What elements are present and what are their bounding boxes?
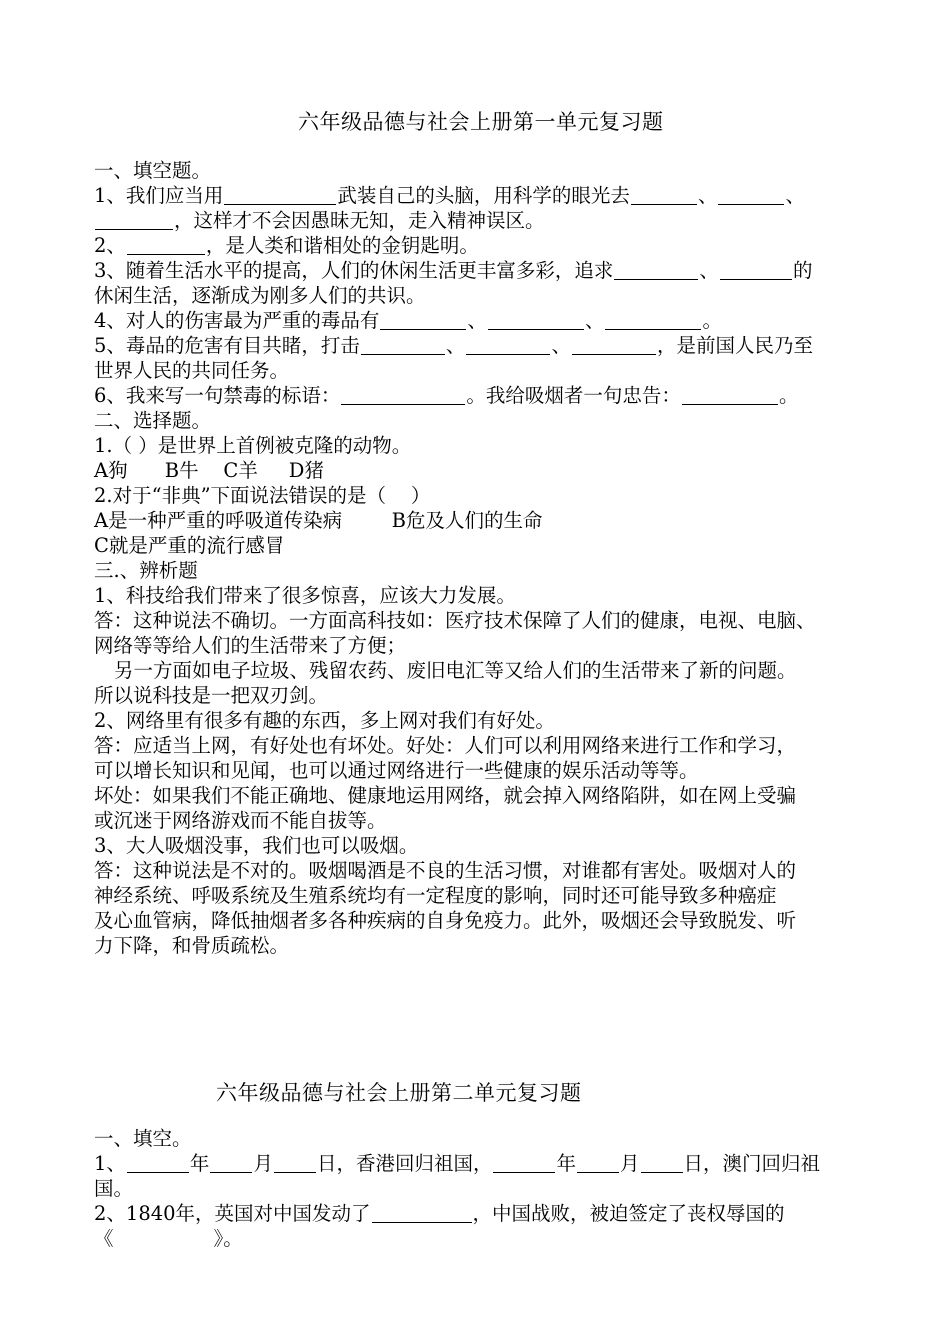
analysis-answer-1-line4: 所以说科技是一把双刃剑。: [94, 684, 329, 707]
unit1-question-5-line1: 5、毒品的危害有目共睹，打击 、 、 ，是前国人民乃至: [94, 334, 813, 357]
blank-field[interactable]: [210, 1153, 252, 1173]
choice-question-2: 2.对于“非典”下面说法错误的是（ ）: [94, 484, 431, 507]
blank-field[interactable]: [614, 260, 698, 280]
unit1-question-5-line2: 世界人民的共同任务。: [94, 359, 290, 382]
blank-field[interactable]: [631, 185, 697, 205]
choice-question-2-option-c: C就是严重的流行感冒: [94, 534, 285, 557]
blank-field[interactable]: [127, 1153, 189, 1173]
blank-field[interactable]: [372, 1203, 472, 1223]
analysis-answer-1-line1: 答：这种说法不确切。一方面高科技如：医疗技术保障了人们的健康，电视、电脑、: [94, 609, 816, 632]
choice-question-1: 1.（ ）是世界上首例被克隆的动物。: [94, 434, 412, 457]
blank-field[interactable]: [341, 385, 465, 405]
blank-field[interactable]: [224, 185, 336, 205]
unit1-question-1-line1: 1、我们应当用 武装自己的头脑，用科学的眼光去 、 、: [94, 184, 805, 207]
unit1-section-choice: 二、选择题。: [94, 409, 212, 432]
analysis-answer-1-line3: 另一方面如电子垃圾、残留农药、废旧电汇等又给人们的生活带来了新的问题。: [114, 659, 797, 682]
unit2-title: 六年级品德与社会上册第二单元复习题: [216, 1081, 582, 1105]
blank-field[interactable]: [605, 310, 701, 330]
blank-field[interactable]: [577, 1153, 619, 1173]
analysis-answer-2-line3: 坏处：如果我们不能正确地、健康地运用网络，就会掉入网络陷阱，如在网上受骗: [94, 784, 797, 807]
blank-field[interactable]: [488, 310, 584, 330]
choice-question-1-options: A狗 B牛 C羊 D猪: [94, 459, 324, 482]
blank-field[interactable]: [466, 335, 550, 355]
unit2-question-1-line1: 1、 年 月 日，香港回归祖国， 年 月 日，澳门回归祖: [94, 1152, 821, 1175]
unit2-body: [94, 1126, 884, 1251]
blank-field[interactable]: [682, 385, 778, 405]
unit1-question-1-line2: ，这样才不会因愚昧无知，走入精神误区。: [94, 208, 884, 233]
analysis-answer-2-line2: 可以增长知识和见闻，也可以通过网络进行一些健康的娱乐活动等等。: [94, 759, 699, 782]
blank-field[interactable]: [380, 310, 466, 330]
blank-field[interactable]: [361, 335, 445, 355]
blank-field[interactable]: [95, 210, 173, 230]
blank-field[interactable]: [493, 1153, 555, 1173]
unit1-title: 六年级品德与社会上册第一单元复习题: [298, 110, 664, 134]
analysis-question-2: 2、网络里有很多有趣的东西，多上网对我们有好处。: [94, 709, 555, 732]
analysis-answer-3-line4: 力下降，和骨质疏松。: [94, 934, 290, 957]
unit2-question-1-line2: 国。: [94, 1177, 134, 1200]
unit1-question-6: 6、我来写一句禁毒的标语： 。我给吸烟者一句忠告： 。: [94, 384, 799, 407]
unit1-question-3-line2: 休闲生活，逐渐成为刚多人们的共识。: [94, 284, 426, 307]
blank-field[interactable]: [718, 185, 784, 205]
blank-field[interactable]: [572, 335, 656, 355]
blank-field[interactable]: [720, 260, 792, 280]
choice-question-2-options-ab: A是一种严重的呼吸道传染病 B危及人们的生命: [94, 509, 543, 532]
unit2-section-fill-blank: 一、填空。: [94, 1127, 192, 1150]
blank-field[interactable]: [641, 1153, 683, 1173]
unit2-question-2-line1: 2、1840年，英国对中国发动了 ，中国战败，被迫签定了丧权辱国的: [94, 1202, 785, 1225]
blank-field[interactable]: [274, 1153, 316, 1173]
unit1-section-fill-blank: 一、填空题。: [94, 159, 212, 182]
unit2-question-2-line2: 《 》。: [94, 1227, 243, 1250]
analysis-answer-3-line1: 答：这种说法是不对的。吸烟喝酒是不良的生活习惯，对谁都有害处。吸烟对人的: [94, 859, 797, 882]
unit1-body: [94, 158, 884, 958]
unit1-question-3-line1: 3、随着生活水平的提高，人们的休闲生活更丰富多彩，追求 、 的: [94, 259, 813, 282]
analysis-answer-1-line2: 网络等等给人们的生活带来了方便；: [94, 634, 407, 657]
blank-field[interactable]: [127, 235, 205, 255]
analysis-answer-2-line4: 或沉迷于网络游戏而不能自拔等。: [94, 809, 387, 832]
analysis-question-3: 3、大人吸烟没事，我们也可以吸烟。: [94, 834, 419, 857]
analysis-answer-2-line1: 答：应适当上网，有好处也有坏处。好处：人们可以利用网络来进行工作和学习，: [94, 734, 797, 757]
unit1-question-4: 4、对人的伤害最为严重的毒品有 、 、 。: [94, 309, 722, 332]
analysis-answer-3-line2: 神经系统、呼吸系统及生殖系统均有一定程度的影响，同时还可能导致多种癌症: [94, 884, 777, 907]
unit1-section-analysis: 三.、辨析题: [94, 559, 198, 582]
unit1-question-2: 2、 ，是人类和谐相处的金钥匙明。: [94, 234, 479, 257]
analysis-question-1: 1、科技给我们带来了很多惊喜，应该大力发展。: [94, 584, 516, 607]
analysis-answer-3-line3: 及心血管病，降低抽烟者多各种疾病的自身免疫力。此外，吸烟还会导致脱发、听: [94, 909, 797, 932]
